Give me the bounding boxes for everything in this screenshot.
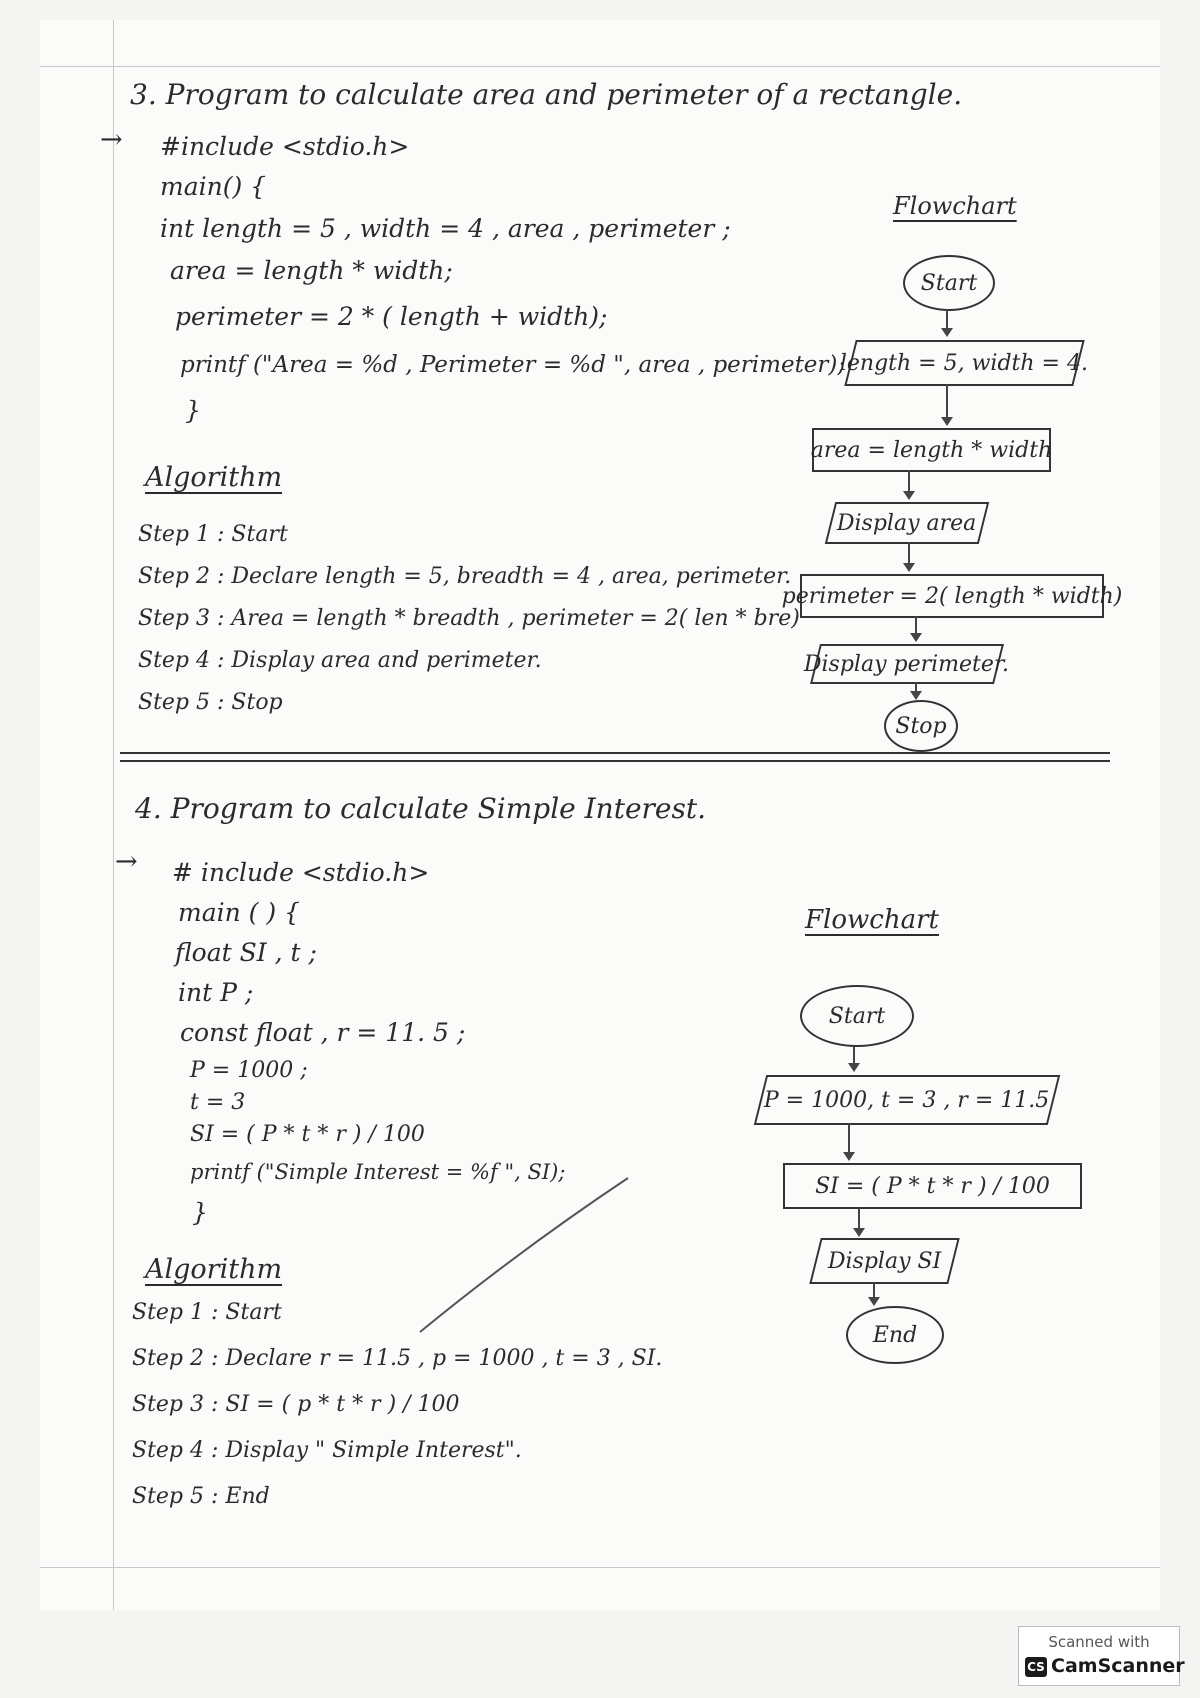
program1-flowchart-heading: Flowchart [893,192,1017,220]
flowchart1-input-label: length = 5, width = 4. [840,350,1089,376]
program1-algorithm-step: Step 1 : Start [138,522,288,547]
flowchart1-start-label: Start [920,270,978,296]
program2-code-line: int P ; [178,978,254,1007]
program1-code-line: perimeter = 2 * ( length + width); [175,302,608,331]
program1-title: 3. Program to calculate area and perimeter of a rectangle. [130,78,963,111]
program2-algorithm-heading: Algorithm [145,1254,283,1285]
program2-code-line: } [192,1198,208,1227]
flowchart2-output-label: Display SI [827,1248,942,1274]
flowchart2-end-label: End [872,1322,918,1348]
flowchart1-end-label: Stop [895,713,947,739]
program1-code-line: int length = 5 , width = 4 , area , perimeter ; [160,214,731,243]
program2-algorithm-step: Step 1 : Start [132,1300,282,1325]
program1-algorithm-step: Step 3 : Area = length * breadth , perimeter = 2( len * bre) [138,606,800,631]
program2-code-line: # include <stdio.h> [172,858,430,887]
program2-code-line: main ( ) { [178,898,300,927]
program1-code-line: printf ("Area = %d , Perimeter = %d ", area , perimeter); [180,352,846,378]
flowchart1-process-label-perimeter: perimeter = 2( length * width) [781,583,1123,609]
program1-code-line: main() { [160,172,267,201]
flowchart2-process-label: SI = ( P * t * r ) / 100 [815,1173,1050,1199]
camscanner-watermark [1018,1626,1185,1686]
flowchart1-output-label-area: Display area [837,510,977,536]
program2-flowchart-heading: Flowchart [805,905,939,935]
program1-algorithm-heading: Algorithm [145,462,283,493]
program2-title: 4. Program to calculate Simple Interest. [135,792,707,825]
program2-algorithm-step: Step 2 : Declare r = 11.5 , p = 1000 , t = 3 , SI. [132,1346,663,1371]
program2-code-line: float SI , t ; [175,938,317,967]
program2-code-line: printf ("Simple Interest = %f ", SI); [190,1160,566,1184]
program2-code-line: t = 3 [190,1090,246,1115]
stray-pen-stroke [420,1178,628,1332]
program2-code-line: SI = ( P * t * r ) / 100 [190,1122,425,1147]
flowchart1-process-label-area: area = length * width [810,437,1053,463]
program2-algorithm-step: Step 4 : Display " Simple Interest". [132,1438,522,1463]
flowchart2-input-label: P = 1000, t = 3 , r = 11.5 [764,1087,1050,1113]
program1-algorithm-step: Step 4 : Display area and perimeter. [138,648,542,673]
program1-code-line: #include <stdio.h> [160,132,410,161]
scanned-with-label: Scanned with [1048,1633,1150,1651]
camscanner-label: CamScanner [1051,1655,1185,1677]
camscanner-logo-icon: CS [1025,1657,1047,1677]
program1-code-line: area = length * width; [170,256,453,285]
program2-algorithm-step: Step 3 : SI = ( p * t * r ) / 100 [132,1392,460,1417]
program1-arrow: → [100,124,123,155]
program1-algorithm-step: Step 5 : Stop [138,690,283,715]
flowchart1-output-label-perimeter: Display perimeter. [804,651,1010,677]
program2-code-line: const float , r = 11. 5 ; [180,1018,466,1047]
flowchart2-start-label: Start [828,1003,886,1029]
program1-algorithm-step: Step 2 : Declare length = 5, breadth = 4 , area, perimeter. [138,564,792,589]
program2-code-line: P = 1000 ; [190,1058,308,1083]
program2-arrow: → [115,846,138,877]
program2-algorithm-step: Step 5 : End [132,1484,270,1509]
program1-code-line: } [185,396,201,425]
